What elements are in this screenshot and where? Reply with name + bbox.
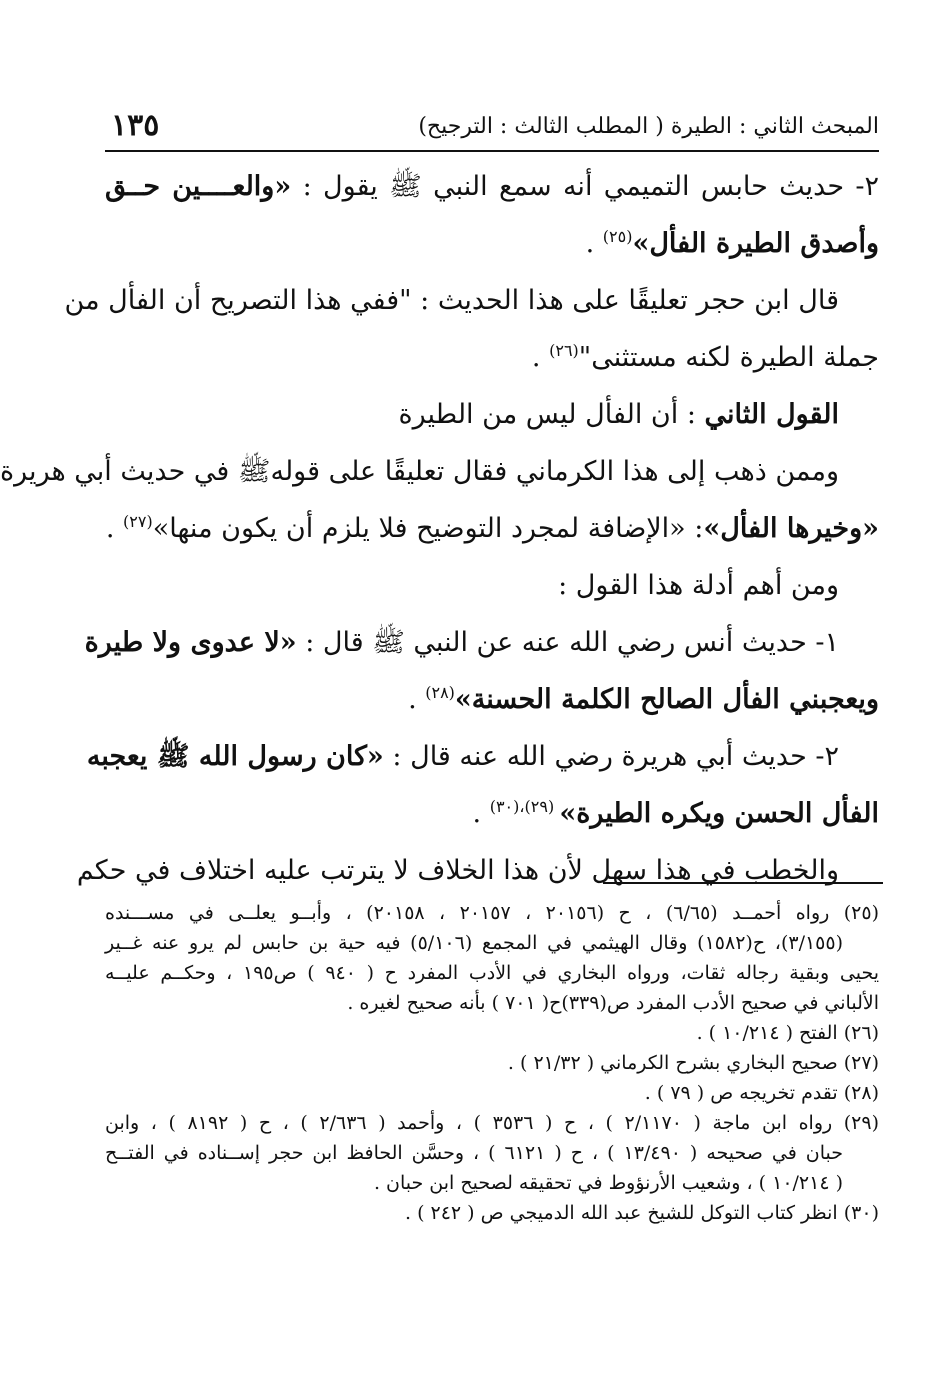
footnote-ref: (٢٩)،(٣٠)	[489, 797, 560, 816]
footnote-line: (٢٧) صحيح البخاري بشرح الكرماني ( ٢١/٣٢ ) .	[507, 1052, 879, 1074]
footnote-separator	[603, 882, 883, 884]
hadith-quote: الفأل الحسن ويكره الطيرة»	[559, 798, 879, 829]
footnote-ref: (٢٥)	[602, 227, 633, 246]
text-run: ٢- حديث أبي هريرة رضي الله عنه قال :	[383, 741, 839, 772]
footnote-line: (٢٦) الفتح ( ١٠/٢١٤ ) .	[696, 1022, 879, 1044]
paragraph-line	[84, 614, 879, 671]
footnote-line: (٢٨) تقدم تخريجه ص ( ٧٩ ) .	[644, 1082, 879, 1104]
footnote-ref: (٢٨)	[425, 683, 455, 702]
paragraph-line	[105, 158, 879, 215]
paragraph-line: قال ابن حجر تعليقًا على هذا الحديث : "ففي هذا التصريح أن الفأل من	[64, 285, 839, 316]
footnote-line: (٢٩) رواه ابن ماجة ( ٢/١١٧٠ ) ، ح ( ٣٥٣٦ ) ، وأحمد ( ٢/٦٣٦ ) ، ح ( ٨١٩٢ ) ، وابن	[105, 1112, 880, 1134]
page-number: ١٣٥	[111, 108, 160, 143]
text-run: ٢- حديث حابس التميمي أنه سمع النبي ﷺ يقول :	[291, 171, 880, 202]
footnote-line: (٣٠) انظر كتاب التوكل للشيخ عبد الله الدميجي ص ( ٢٤٢ ) .	[404, 1202, 879, 1224]
paragraph-line	[105, 785, 879, 842]
paragraph-line	[105, 500, 879, 557]
hadith-quote: «لا عدوى ولا طيرة	[84, 627, 297, 658]
footnote-line: (٢٥) رواه أحمــد (٦/٦٥) ، ح (٢٠١٥٦ ، ٢٠١٥٧ ، ٢٠١٥٨) ، وأبــو يعلــى في مســـنده	[105, 902, 879, 924]
text-run: .	[531, 342, 550, 373]
footnote-line: ( ١٠/٢١٤ ) ، وشعيب الأرنؤوط في تحقيقه لصحيح ابن حبان .	[373, 1172, 843, 1194]
footnotes	[105, 898, 879, 1228]
hadith-quote: «كان رسول الله ﷺ يعجبه	[86, 741, 384, 772]
running-header	[105, 100, 879, 152]
paragraph-line: والخطب في هذا سهل لأن هذا الخلاف لا يترتب عليه اختلاف في حكم	[76, 855, 839, 886]
paragraph-line: وممن ذهب إلى هذا الكرماني فقال تعليقًا على قولهﷺ في حديث أبي هريرة	[0, 456, 839, 487]
section-heading: القول الثاني	[704, 399, 839, 430]
footnote-line: الألباني في صحيح الأدب المفرد ص(٣٣٩)ح( ٧٠١ ) بأنه صحيح لغيره .	[347, 992, 879, 1014]
footnote-ref: (٢٦)	[549, 341, 579, 360]
paragraph-line	[105, 215, 879, 272]
header-title: المبحث الثاني : الطيرة ( المطلب الثالث : الترجيح)	[418, 114, 879, 139]
footnote-line: (٣/١٥٥)، ح(١٥٨٢) وقال الهيثمي في المجمع (٥/١٠٦) فيه حية بن حابس لم يرو عنه غــير	[105, 932, 844, 954]
text-run: : «الإضافة لمجرد التوضيح فلا يلزم أن يكون منها»	[152, 513, 704, 544]
footnote-line: حبان في صحيحه ( ١٣/٤٩٠ ) ، ح ( ٦١٢١ ) ، وحسَّن الحافظ ابن حجر إســناده في الفتــح	[105, 1142, 844, 1164]
text-run: .	[585, 228, 603, 259]
hadith-quote: ويعجبني الفأل الصالح الكلمة الحسنة»	[454, 684, 879, 715]
paragraph-line	[105, 329, 879, 386]
paragraph-line	[105, 386, 879, 443]
footnote-line: يحيى وبقية رجاله ثقات، ورواه البخاري في الأدب المفرد ح ( ٩٤٠ ) ص١٩٥ ، وحكــم عليــه	[105, 962, 879, 984]
text-run: : أن الفأل ليس من الطيرة	[398, 399, 705, 430]
main-text	[0, 158, 880, 899]
text-run: ١- حديث أنس رضي الله عنه عن النبي ﷺ قال :	[296, 627, 839, 658]
paragraph-line	[105, 671, 879, 728]
paragraph-line	[86, 728, 879, 785]
text-run: .	[105, 513, 124, 544]
hadith-quote: وأصدق الطيرة الفأل»	[632, 228, 879, 259]
text-run: .	[408, 684, 426, 715]
footnote-ref: (٢٧)	[123, 512, 153, 531]
paragraph-line: ومن أهم أدلة هذا القول :	[558, 570, 839, 601]
hadith-quote: «وخيرها الفأل»	[703, 513, 879, 544]
hadith-quote: «والعــــين حــق	[105, 171, 292, 202]
text-run: .	[472, 798, 490, 829]
text-run: جملة الطيرة لكنه مستثنى"	[578, 342, 879, 373]
